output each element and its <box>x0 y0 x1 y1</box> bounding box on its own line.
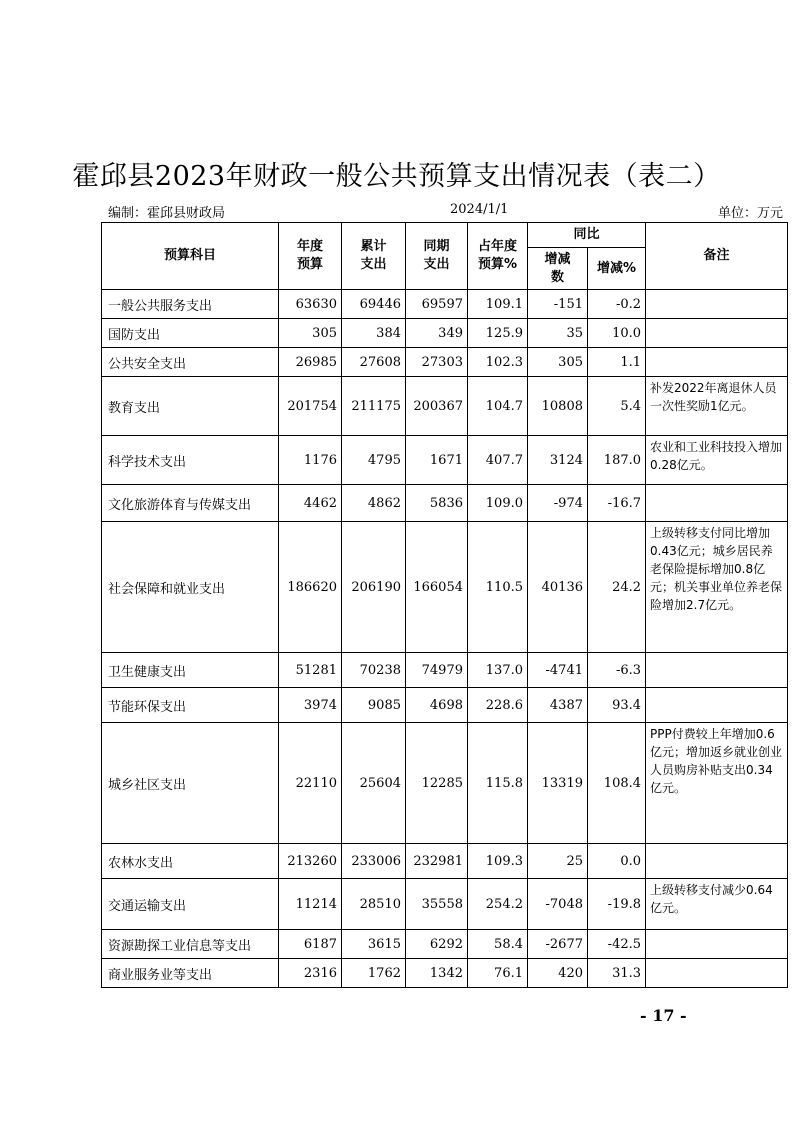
row-budget: 186620 <box>279 522 342 653</box>
row-change-pct: -6.3 <box>588 653 646 688</box>
row-note <box>646 959 788 988</box>
row-subject: 资源勘探工业信息等支出 <box>102 930 279 959</box>
row-cumulative: 384 <box>342 319 406 348</box>
header-yoy: 同比 <box>528 223 646 248</box>
header-same-period: 同期支出 <box>406 223 468 290</box>
row-same-period: 12285 <box>406 723 468 844</box>
row-note <box>646 348 788 377</box>
row-pct: 76.1 <box>468 959 528 988</box>
row-same-period: 6292 <box>406 930 468 959</box>
row-change-pct: 0.0 <box>588 844 646 879</box>
row-cumulative: 28510 <box>342 879 406 930</box>
row-budget: 51281 <box>279 653 342 688</box>
table-row <box>102 522 788 653</box>
row-budget: 6187 <box>279 930 342 959</box>
row-subject: 商业服务业等支出 <box>102 959 279 988</box>
row-cumulative: 27608 <box>342 348 406 377</box>
row-pct: 102.3 <box>468 348 528 377</box>
row-note <box>646 290 788 319</box>
row-same-period: 4698 <box>406 688 468 723</box>
row-note <box>646 485 788 522</box>
row-change-pct: 1.1 <box>588 348 646 377</box>
table-row <box>102 844 788 879</box>
table-row <box>102 653 788 688</box>
header-change-amount: 增减数 <box>528 248 588 290</box>
row-pct: 104.7 <box>468 377 528 436</box>
row-budget: 305 <box>279 319 342 348</box>
row-change: -4741 <box>528 653 588 688</box>
row-cumulative: 25604 <box>342 723 406 844</box>
table-row <box>102 290 788 319</box>
row-change: -974 <box>528 485 588 522</box>
row-change-pct: 93.4 <box>588 688 646 723</box>
row-same-period: 35558 <box>406 879 468 930</box>
row-cumulative: 70238 <box>342 653 406 688</box>
row-cumulative: 4862 <box>342 485 406 522</box>
expenditure-table <box>101 222 788 988</box>
row-pct: 407.7 <box>468 436 528 485</box>
row-pct: 228.6 <box>468 688 528 723</box>
table-row <box>102 959 788 988</box>
row-change-pct: 187.0 <box>588 436 646 485</box>
row-subject: 国防支出 <box>102 319 279 348</box>
row-note: 农业和工业科技投入增加0.28亿元。 <box>646 436 788 485</box>
row-cumulative: 69446 <box>342 290 406 319</box>
row-cumulative: 233006 <box>342 844 406 879</box>
header-cumulative: 累计支出 <box>342 223 406 290</box>
table-row <box>102 436 788 485</box>
row-budget: 26985 <box>279 348 342 377</box>
row-budget: 2316 <box>279 959 342 988</box>
row-change: 25 <box>528 844 588 879</box>
table-row <box>102 348 788 377</box>
row-same-period: 1671 <box>406 436 468 485</box>
row-note <box>646 844 788 879</box>
row-cumulative: 206190 <box>342 522 406 653</box>
row-change-pct: -0.2 <box>588 290 646 319</box>
row-pct: 254.2 <box>468 879 528 930</box>
row-change-pct: -16.7 <box>588 485 646 522</box>
row-subject: 公共安全支出 <box>102 348 279 377</box>
row-same-period: 69597 <box>406 290 468 319</box>
table-row <box>102 723 788 844</box>
date-label: 2024/1/1 <box>450 202 509 217</box>
row-subject: 教育支出 <box>102 377 279 436</box>
row-change-pct: 108.4 <box>588 723 646 844</box>
row-budget: 63630 <box>279 290 342 319</box>
row-note <box>646 319 788 348</box>
row-note <box>646 653 788 688</box>
row-change: 40136 <box>528 522 588 653</box>
row-change: -2677 <box>528 930 588 959</box>
unit-label: 单位：万元 <box>717 206 783 221</box>
row-pct: 109.3 <box>468 844 528 879</box>
row-same-period: 166054 <box>406 522 468 653</box>
row-pct: 110.5 <box>468 522 528 653</box>
row-note: 补发2022年离退休人员一次性奖励1亿元。 <box>646 377 788 436</box>
row-subject: 节能环保支出 <box>102 688 279 723</box>
row-change: 4387 <box>528 688 588 723</box>
row-pct: 137.0 <box>468 653 528 688</box>
row-budget: 22110 <box>279 723 342 844</box>
row-same-period: 1342 <box>406 959 468 988</box>
row-subject: 卫生健康支出 <box>102 653 279 688</box>
row-same-period: 74979 <box>406 653 468 688</box>
row-change: -7048 <box>528 879 588 930</box>
row-change: 305 <box>528 348 588 377</box>
row-change-pct: 10.0 <box>588 319 646 348</box>
row-pct: 109.1 <box>468 290 528 319</box>
table-row <box>102 319 788 348</box>
row-change: 35 <box>528 319 588 348</box>
row-budget: 201754 <box>279 377 342 436</box>
row-same-period: 232981 <box>406 844 468 879</box>
row-note: 上级转移支付同比增加0.43亿元；城乡居民养老保险提标增加0.8亿元；机关事业单位养老保险增加2.7亿元。 <box>646 522 788 653</box>
row-note: 上级转移支付减少0.64亿元。 <box>646 879 788 930</box>
row-same-period: 200367 <box>406 377 468 436</box>
header-change-pct: 增减% <box>588 248 646 290</box>
row-subject: 文化旅游体育与传媒支出 <box>102 485 279 522</box>
row-pct: 125.9 <box>468 319 528 348</box>
table-row <box>102 930 788 959</box>
row-same-period: 349 <box>406 319 468 348</box>
row-same-period: 27303 <box>406 348 468 377</box>
header-subject: 预算科目 <box>102 223 279 290</box>
row-subject: 科学技术支出 <box>102 436 279 485</box>
row-note <box>646 930 788 959</box>
row-change: -151 <box>528 290 588 319</box>
row-budget: 1176 <box>279 436 342 485</box>
page-title: 霍邱县2023年财政一般公共预算支出情况表（表二） <box>72 161 721 192</box>
row-note: PPP付费较上年增加0.6亿元；增加返乡就业创业人员购房补贴支出0.34亿元。 <box>646 723 788 844</box>
row-cumulative: 211175 <box>342 377 406 436</box>
row-cumulative: 9085 <box>342 688 406 723</box>
table-row <box>102 485 788 522</box>
row-change-pct: -19.8 <box>588 879 646 930</box>
row-same-period: 5836 <box>406 485 468 522</box>
table-row <box>102 879 788 930</box>
header-pct-of-budget: 占年度预算% <box>468 223 528 290</box>
row-cumulative: 1762 <box>342 959 406 988</box>
row-budget: 213260 <box>279 844 342 879</box>
row-subject: 城乡社区支出 <box>102 723 279 844</box>
row-subject: 农林水支出 <box>102 844 279 879</box>
row-change-pct: 24.2 <box>588 522 646 653</box>
row-budget: 3974 <box>279 688 342 723</box>
row-change: 13319 <box>528 723 588 844</box>
row-subject: 社会保障和就业支出 <box>102 522 279 653</box>
row-change-pct: -42.5 <box>588 930 646 959</box>
row-change: 3124 <box>528 436 588 485</box>
row-change-pct: 31.3 <box>588 959 646 988</box>
header-annual-budget: 年度预算 <box>279 223 342 290</box>
row-change: 420 <box>528 959 588 988</box>
row-budget: 4462 <box>279 485 342 522</box>
table-row <box>102 377 788 436</box>
header-notes: 备注 <box>646 223 788 290</box>
row-change: 10808 <box>528 377 588 436</box>
row-note <box>646 688 788 723</box>
page-number: - 17 - <box>640 1006 687 1025</box>
row-subject: 一般公共服务支出 <box>102 290 279 319</box>
table-row <box>102 688 788 723</box>
row-pct: 115.8 <box>468 723 528 844</box>
compiler-label: 编制：霍邱县财政局 <box>108 206 226 221</box>
row-subject: 交通运输支出 <box>102 879 279 930</box>
row-cumulative: 3615 <box>342 930 406 959</box>
row-pct: 109.0 <box>468 485 528 522</box>
row-pct: 58.4 <box>468 930 528 959</box>
row-change-pct: 5.4 <box>588 377 646 436</box>
row-cumulative: 4795 <box>342 436 406 485</box>
row-budget: 11214 <box>279 879 342 930</box>
